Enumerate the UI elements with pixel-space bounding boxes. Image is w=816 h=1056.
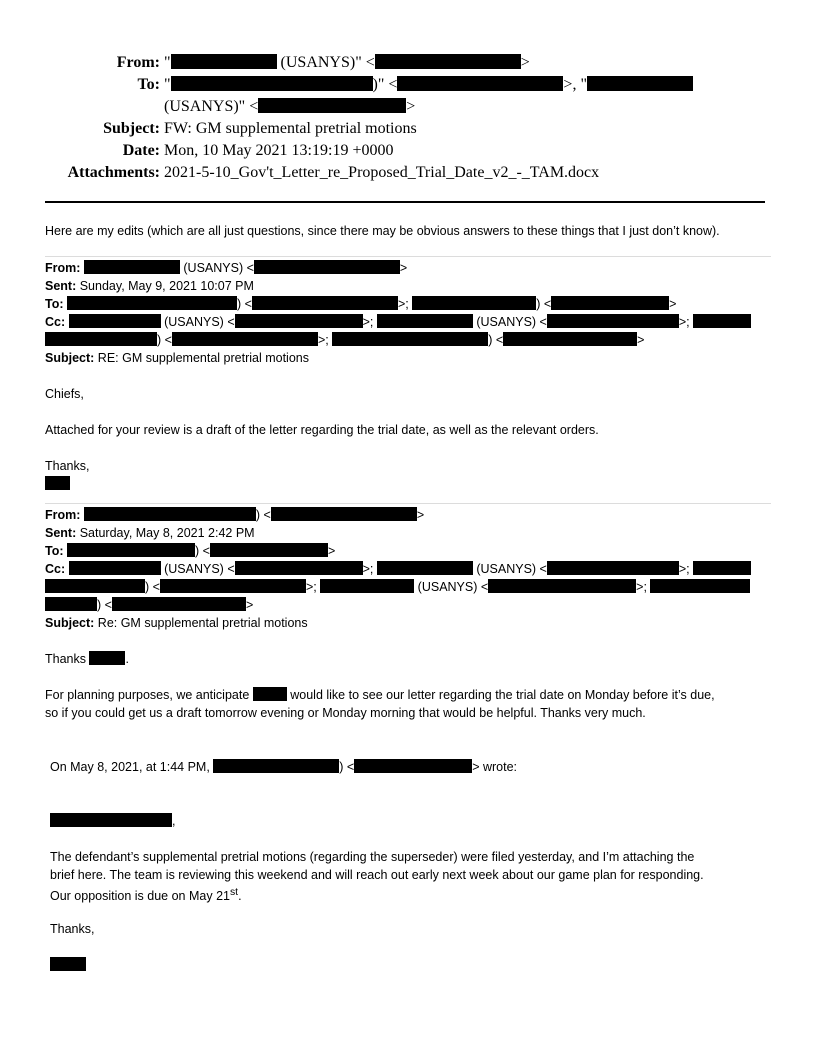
msg2-subject-value: Re: GM supplemental pretrial motions [94,616,308,630]
redaction [50,813,172,827]
header-date-value: Mon, 10 May 2021 13:19:19 +0000 [164,142,394,159]
redaction [84,260,180,274]
angle-close: > [406,98,416,115]
sep-text: ) < [195,544,210,558]
redaction [213,759,339,773]
period: . [238,889,242,904]
angle-close: > [327,544,336,558]
redaction [112,597,246,611]
redaction [547,314,679,328]
redaction [172,332,318,346]
header-from-row [0,52,816,74]
msg2-sent-value: Saturday, May 8, 2021 2:42 PM [76,526,255,540]
message-1 [45,259,771,493]
header-to-org: (USANYS)" < [164,98,259,115]
header-from-label: From: [116,54,160,71]
message-separator [45,256,771,257]
sep-text: ) < [145,580,160,594]
quote: " [164,54,171,71]
angle-close: > [245,598,254,612]
header-subject-label: Subject: [103,120,160,137]
spacer [45,403,771,421]
angle-close: > [637,333,645,347]
msg1-sent-label: Sent: [45,279,77,293]
sep-text: >; [317,333,333,347]
quote: " [164,76,171,93]
redaction [377,314,473,328]
redaction [320,579,414,593]
msg2-to-label: To: [45,544,64,558]
quoted-message [45,758,771,974]
header-to-sep: >, " [563,76,587,93]
redaction [252,296,398,310]
msg2-planning-text: would like to see our letter regarding the trial date on Monday before it’s due, [286,688,715,702]
quoted-attribution: > wrote: [472,760,518,774]
header-divider [45,201,765,203]
redaction [503,332,637,346]
redaction [271,507,417,521]
sep-text: ) < [157,333,172,347]
msg1-text: Attached for your review is a draft of the letter regarding the trial date, as well as the relevant orders. [45,423,599,437]
sep-text: ) < [339,760,355,774]
msg1-subject-label: Subject: [45,351,95,365]
header-to-row-2 [0,96,816,118]
sep-text: ) < [536,297,552,311]
redaction [258,98,406,113]
redaction [89,651,125,665]
msg1-signoff: Thanks, [45,459,90,473]
redaction [354,759,472,773]
spacer [45,668,771,686]
sep-text: >; [678,562,694,576]
redaction [45,579,145,593]
redaction [171,54,277,69]
spacer [50,794,771,812]
spacer [50,938,771,956]
redaction [69,314,161,328]
spacer [45,722,771,740]
redaction [547,561,679,575]
quoted-text: brief here. The team is reviewing this weekend and will reach out early next week about our game plan for responding. [50,868,704,882]
msg2-sent-label: Sent: [45,526,77,540]
msg1-sent-value: Sunday, May 9, 2021 10:07 PM [76,279,254,293]
redaction [693,314,751,328]
sep-text: >; [362,562,377,576]
redaction [45,332,157,346]
angle-close: > [520,54,530,71]
message-2 [45,506,771,722]
redaction [254,260,400,274]
sep-text: ) < [255,508,271,522]
sep-text: >; [678,315,694,329]
spacer [45,632,771,650]
angle-close: > [669,297,677,311]
redaction [45,476,70,490]
msg1-greeting: Chiefs, [45,387,84,401]
quoted-text: Our opposition is due on May 21 [50,889,230,904]
msg2-thanks: Thanks [45,652,90,666]
redaction [67,543,195,557]
attachment-link[interactable]: 2021-5-10_Gov't_Letter_re_Proposed_Trial_Date_v2_-_TAM.docx [164,164,600,181]
redaction [551,296,669,310]
sep-text: >; [397,297,413,311]
redaction [377,561,473,575]
redaction [84,507,256,521]
header-subject-row [0,118,816,140]
org-text: (USANYS) < [472,315,547,329]
redaction [332,332,488,346]
angle-close: > [399,261,408,275]
message-separator [45,503,771,504]
redaction [375,54,521,69]
redaction [50,957,86,971]
angle-close: > [416,508,425,522]
redaction [650,579,750,593]
redaction [69,561,161,575]
org-text: (USANYS) < [414,580,489,594]
header-from-org: (USANYS)" < [276,54,375,71]
msg2-subject-label: Subject: [45,616,95,630]
spacer [45,740,771,758]
period: . [125,652,129,666]
spacer [50,776,771,794]
msg1-subject-value: RE: GM supplemental pretrial motions [94,351,309,365]
msg1-cc-label: Cc: [45,315,66,329]
spacer [50,830,771,848]
spacer [45,439,771,457]
redaction [235,314,363,328]
sep-text: >; [362,315,377,329]
header-attachments-row [0,162,816,184]
quoted-signoff: Thanks, [50,922,95,936]
sep-text: >; [636,580,651,594]
email-header [0,52,816,184]
superscript: st [229,887,239,898]
header-attachments-label: Attachments: [67,164,160,181]
header-to-sep: )" < [372,76,398,93]
header-to-row [0,74,816,96]
redaction [160,579,306,593]
redaction [235,561,363,575]
redaction [45,597,97,611]
redaction [253,687,287,701]
spacer [45,367,771,385]
header-date-row [0,140,816,162]
redaction [210,543,328,557]
header-subject-value: FW: GM supplemental pretrial motions [164,120,417,137]
email-body [45,222,771,974]
msg2-from-label: From: [45,508,81,522]
intro-text: Here are my edits (which are all just questions, since there may be obvious answers to these things that I just don’t know). [45,224,720,238]
redaction [693,561,751,575]
org-text: (USANYS) < [179,261,254,275]
sep-text: ) < [237,297,252,311]
header-to-label: To: [137,76,160,93]
org-text: (USANYS) < [160,315,235,329]
redaction [171,76,373,91]
org-text: (USANYS) < [160,562,235,576]
quoted-attribution: On May 8, 2021, at 1:44 PM, [50,760,214,774]
sep-text: >; [305,580,321,594]
msg2-cc-label: Cc: [45,562,66,576]
sep-text: ) < [97,598,112,612]
msg1-from-label: From: [45,261,81,275]
redaction [488,579,636,593]
redaction [397,76,563,91]
redaction [587,76,693,91]
org-text: (USANYS) < [472,562,547,576]
msg2-planning-text: so if you could get us a draft tomorrow evening or Monday morning that would be helpful. Thanks very much. [45,706,646,720]
comma: , [172,814,176,828]
msg2-planning-text: For planning purposes, we anticipate [45,688,253,702]
spacer [50,902,771,920]
msg1-to-label: To: [45,297,64,311]
header-date-label: Date: [122,142,160,159]
redaction [412,296,536,310]
redaction [67,296,237,310]
sep-text: ) < [488,333,504,347]
quoted-text: The defendant’s supplemental pretrial motions (regarding the superseder) were filed yesterday, and I’m attaching the [50,850,695,864]
